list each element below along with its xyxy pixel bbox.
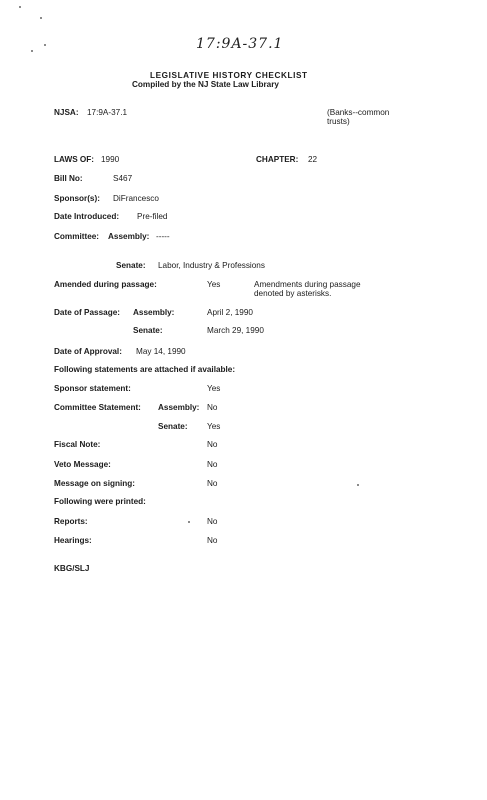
committee-statement-assembly-value: No [207, 403, 218, 412]
laws-of-label: LAWS OF: [54, 155, 95, 164]
message-on-signing-label: Message on signing: [54, 479, 135, 488]
scan-speck [44, 44, 46, 46]
bill-no-value: S467 [113, 174, 133, 183]
date-of-passage-label: Date of Passage: [54, 308, 120, 317]
date-of-approval-label: Date of Approval: [54, 347, 122, 356]
committee-statement-assembly-label: Assembly: [158, 403, 200, 412]
bill-no-label: Bill No: [54, 174, 83, 183]
hearings-value: No [207, 536, 218, 545]
initials: KBG/SLJ [54, 564, 90, 573]
fiscal-note-value: No [207, 440, 218, 449]
committee-assembly-label: Assembly: [108, 232, 150, 241]
reports-value: No [207, 517, 218, 526]
passage-assembly-value: April 2, 1990 [207, 308, 253, 317]
hearings-label: Hearings: [54, 536, 92, 545]
printed-heading: Following were printed: [54, 497, 146, 506]
committee-statement-label: Committee Statement: [54, 403, 141, 412]
reports-label: Reports: [54, 517, 88, 526]
sponsor-statement-label: Sponsor statement: [54, 384, 131, 393]
message-on-signing-value: No [207, 479, 218, 488]
sponsor-statement-value: Yes [207, 384, 221, 393]
committee-label: Committee: [54, 232, 100, 241]
committee-statement-senate-label: Senate: [158, 422, 188, 431]
date-introduced-label: Date Introduced: [54, 212, 120, 221]
laws-of-value: 1990 [101, 155, 120, 164]
chapter-label: CHAPTER: [256, 155, 299, 164]
amended-label: Amended during passage: [54, 280, 157, 289]
fiscal-note-label: Fiscal Note: [54, 440, 101, 449]
committee-statement-senate-value: Yes [207, 422, 221, 431]
chapter-value: 22 [308, 155, 318, 164]
njsa-value: 17:9A-37.1 [87, 108, 128, 117]
document-subtitle: Compiled by the NJ State Law Library [132, 80, 279, 89]
statements-heading: Following statements are attached if available: [54, 365, 236, 374]
scan-speck [40, 17, 42, 19]
date-introduced-value: Pre-filed [137, 212, 168, 221]
sponsor-label: Sponsor(s): [54, 194, 100, 203]
veto-message-label: Veto Message: [54, 460, 111, 469]
scan-speck [188, 521, 190, 523]
passage-senate-label: Senate: [133, 326, 163, 335]
document-title: LEGISLATIVE HISTORY CHECKLIST [150, 71, 308, 80]
veto-message-value: No [207, 460, 218, 469]
passage-assembly-label: Assembly: [133, 308, 175, 317]
passage-senate-value: March 29, 1990 [207, 326, 264, 335]
handwritten-number: 17:9A-37.1 [196, 36, 284, 52]
amended-note-line1: Amendments during passage [254, 280, 361, 289]
amended-note-line2: denoted by asterisks. [254, 289, 332, 298]
scan-speck [31, 50, 33, 52]
njsa-label: NJSA: [54, 108, 79, 117]
scan-speck [19, 6, 21, 8]
committee-senate-value: Labor, Industry & Professions [158, 261, 265, 270]
scan-speck [357, 484, 359, 486]
sponsor-value: DiFrancesco [113, 194, 159, 203]
njsa-note-line2: trusts) [327, 117, 350, 126]
committee-senate-label: Senate: [116, 261, 146, 270]
committee-assembly-value: ----- [156, 232, 170, 241]
amended-value: Yes [207, 280, 221, 289]
date-of-approval-value: May 14, 1990 [136, 347, 186, 356]
njsa-note-line1: (Banks--common [327, 108, 390, 117]
